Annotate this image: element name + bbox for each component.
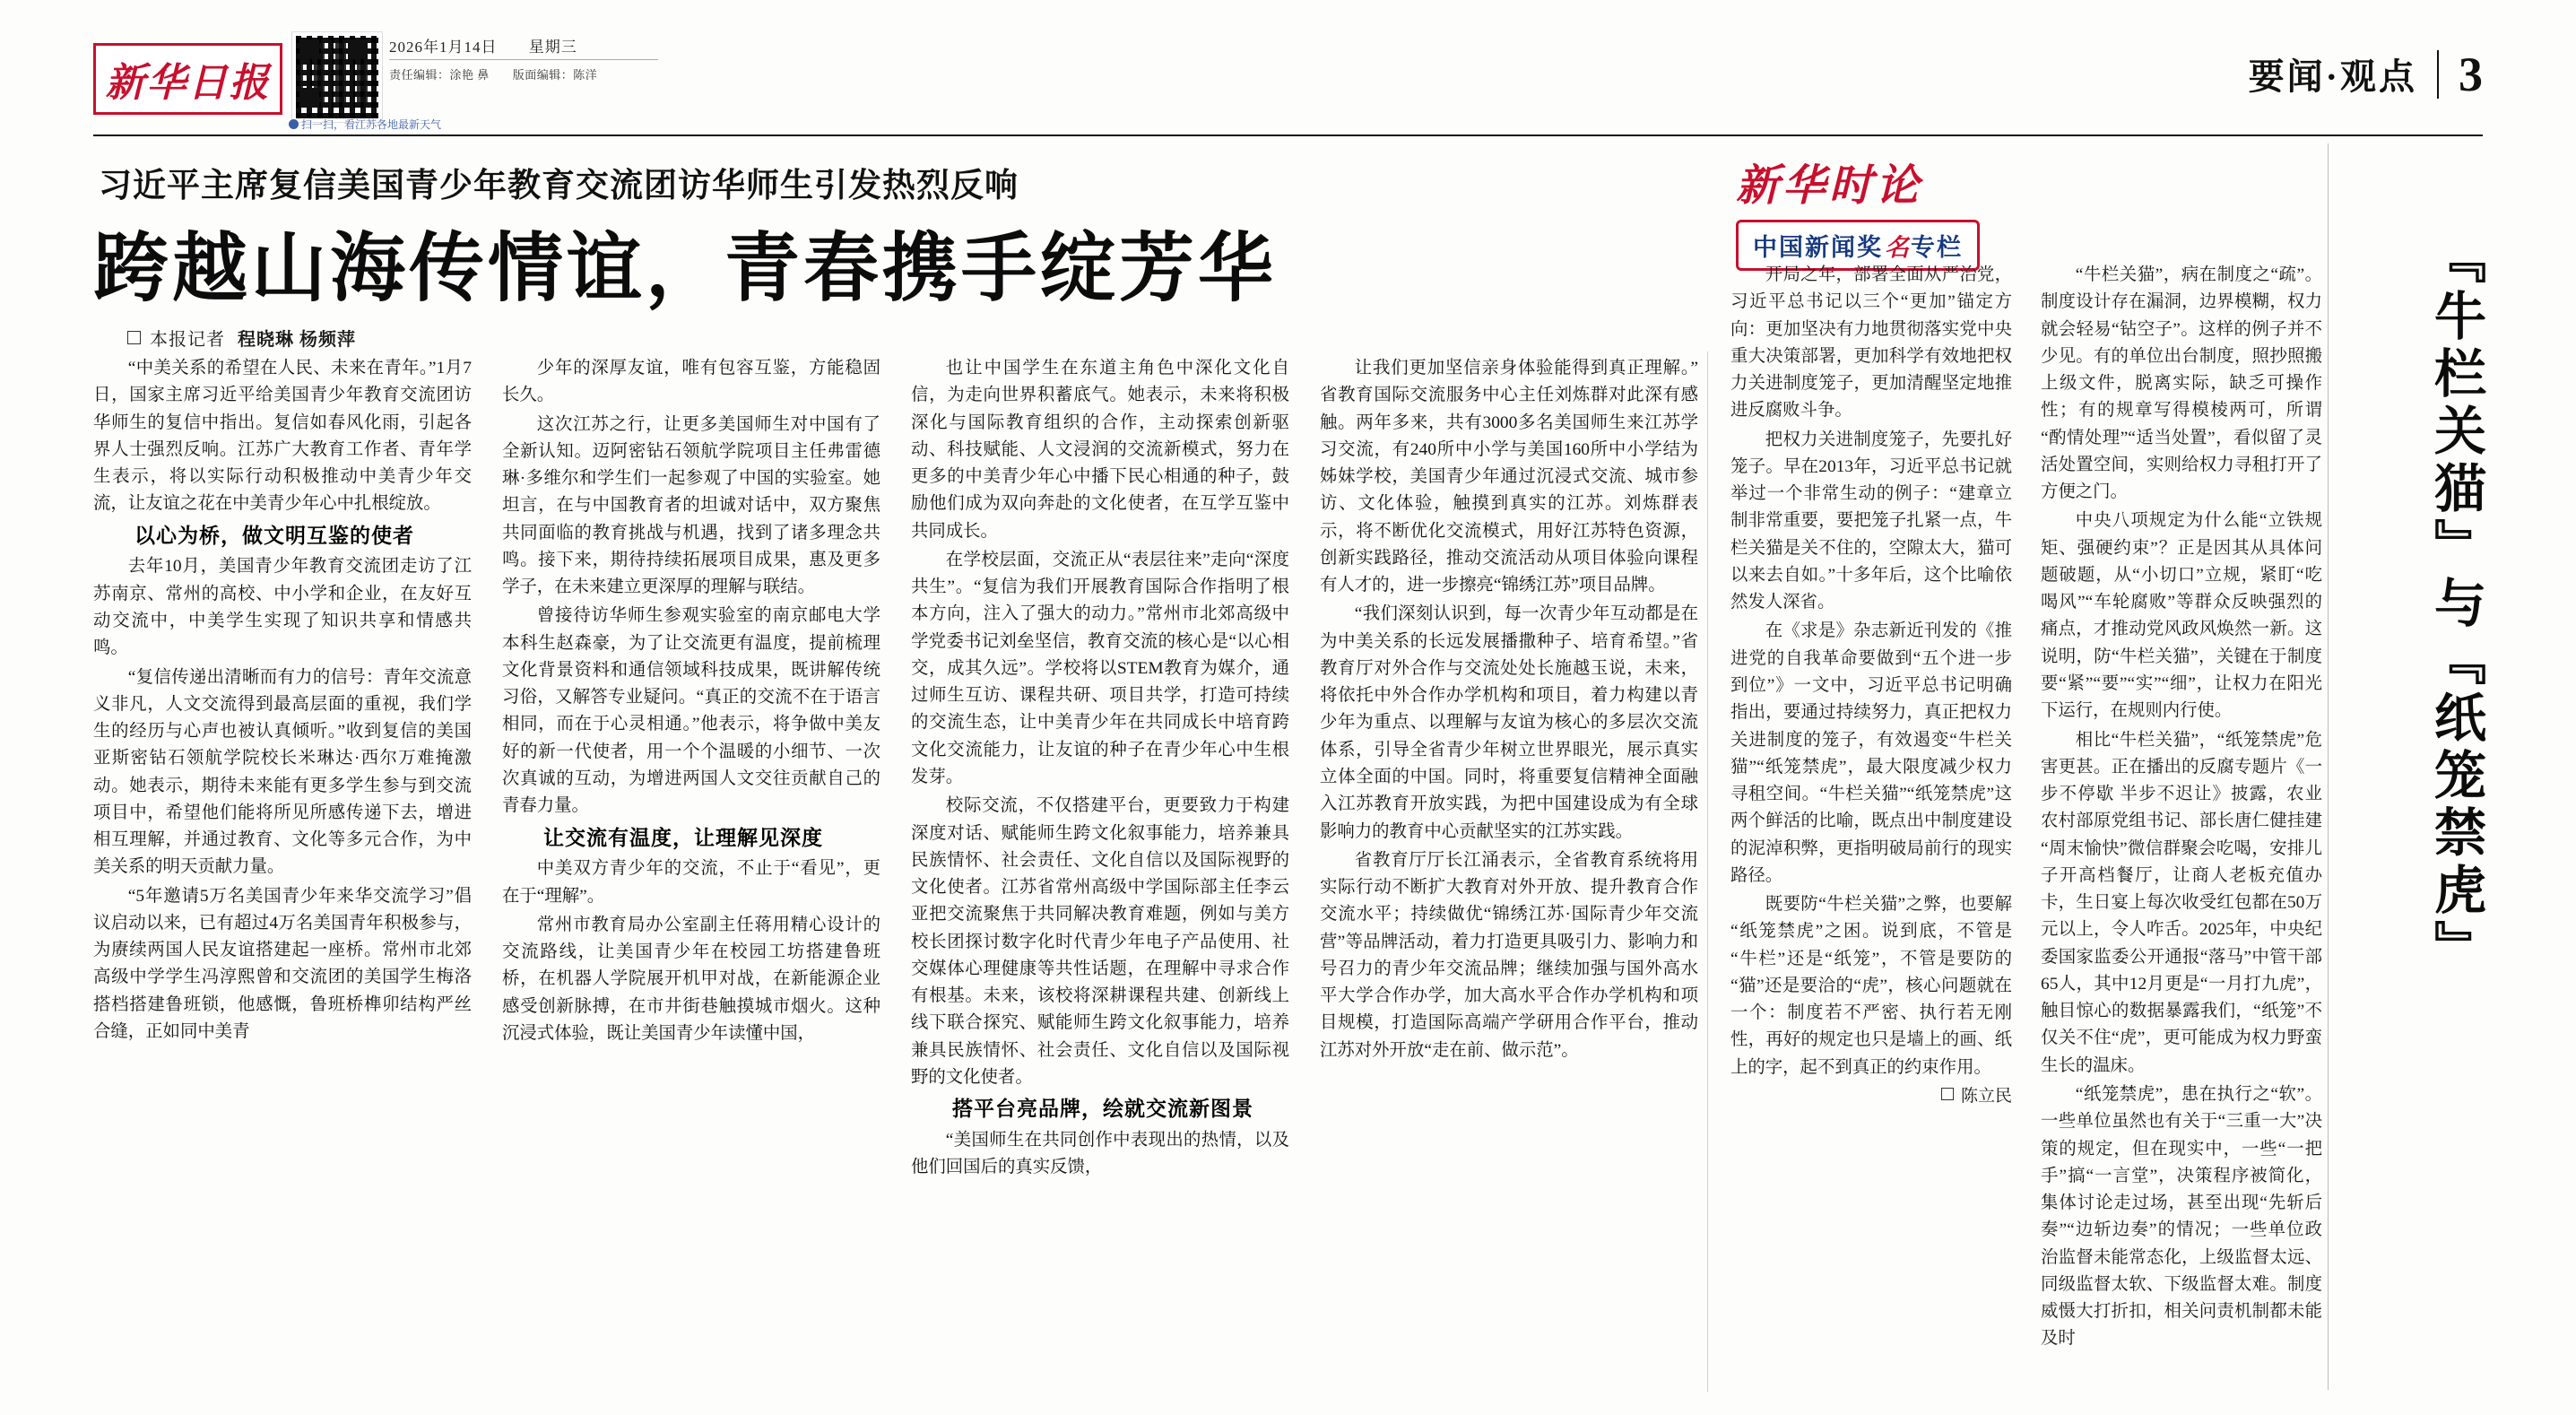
byline-names: 程晓琳 杨频萍 [238,330,356,350]
issue-info [389,34,658,82]
article-paragraph: 把权力关进制度笼子，先要扎好笼子。早在2013年，习近平总书记就举过一个非常生动的例子：“建章立制非常重要，要把笼子扎紧一点，牛栏关猫是关不住的，空隙太大，猫可以来去自如。”十多年后，这个比喻依然发人深省。 [1730,430,2012,612]
article-column-3 [911,355,1289,1386]
article-paragraph: 也让中国学生在东道主角色中深化文化自信，为走向世界积蓄底气。她表示，未来将积极深化与国际教育组织的合作，主动探索创新驱动、科技赋能、人文浸润的交流新模式，努力在更多的中美青少年心中播下民心相通的种子，鼓励他们成为双向奔赴的文化使者，在互学互鉴中共同成长。 [911,359,1289,541]
award-label-2: 名 [1885,234,1909,261]
byline-label: 本报记者 [150,330,225,350]
layout-label: 版面编辑： [512,68,574,82]
article-column-1 [93,355,472,1386]
article-paragraph: 相比“牛栏关猫”，“纸笼禁虎”危害更甚。正在播出的反腐专题片《一步不停歇 半步不迟让》披露，农业农村部原党组书记、部长唐仁健挂建“周末愉快”微信群聚会吃喝，安排儿子开高档餐厅，让商人老板充值办卡，生日宴上每次收受红包都在50万元以上，令人咋舌。2025年，中央纪委国家监委公开通报“落马”中管干部65人，其中12月更是“一月打九虎”，触目惊心的数据暴露我们，“纸笼”不仅关不住“虎”，更可能成为权力野蛮生长的温床。 [2041,730,2322,1075]
issue-credits [389,65,658,82]
article-paragraph: “我们深刻认识到，每一次青少年互动都是在为中美关系的长远发展播撒种子、培育希望。”省教育厅对外合作与交流处处长施越玉说，未来，将依托中外合作办学机构和项目，着力构建以青少年为重点、以理解与友谊为核心的多层次交流体系，引导全省青少年树立世界眼光，展示真实立体全面的中国。同时，将重要复信精神全面融入江苏教育开放实践，为把中国建设成为有全球影响力的教育中心贡献坚实的江苏实践。 [1320,604,1698,841]
masthead [93,27,2483,135]
header-divider [93,135,2483,136]
article-paragraph: “纸笼禁虎”，患在执行之“软”。一些单位虽然也有关于“三重一大”决策的规定，但在现实中，一些“一把手”搞“一言堂”，决策程序被简化，集体讨论走过场，甚至出现“先斩后奏”“边斩边奏”的情况；一些单位政治监督未能常态化，上级监督太远、同级监督太软、下级监督太难。制度威慑大打折扣，相关问责机制都未能及时 [2041,1084,2322,1349]
commentary-divider [2328,143,2329,1390]
byline-marker-icon [127,331,141,344]
article-paragraph: 在学校层面，交流正从“表层往来”走向“深度共生”。“复信为我们开展教育国际合作指明了根本方向，注入了强大的动力。”常州市北郊高级中学党委书记刘垒坚信，教育交流的核心是“以心相交，成其久远”。学校将以STEM教育为媒介，通过师生互访、课程共研、项目共学，打造可持续的交流生态，让中美青少年在共同成长中培育跨文化交流能力，让友谊的种子在青少年心中生根发芽。 [911,550,1289,786]
issue-date: 2026年1月14日 [389,39,498,56]
article-column-2 [502,355,880,1386]
section-header [2249,48,2483,100]
commentary-author [1730,1083,2012,1110]
article-paragraph: “5年邀请5万名美国青少年来华交流学习”倡议启动以来，已有超过4万名美国青年积极参与，为赓续两国人民友谊搭建起一座桥。常州市北郊高级中学学生冯淳熙曾和交流团的美国学生梅洛搭档搭建鲁班锁，他感慨，鲁班桥榫卯结构严丝合缝，正如同中美青 [93,886,472,1041]
article-paragraph: 在《求是》杂志新近刊发的《推进党的自我革命要做到“五个进一步到位”》一文中，习近平总书记明确指出，要通过持续努力，真正把权力关进制度的笼子，有效遏变“牛栏关猫”“纸笼禁虎”，最大限度减少权力寻租空间。“牛栏关猫”“纸笼禁虎”这两个鲜活的比喻，既点出中制度建设的泥淖积弊，更指明破局前行的现实路径。 [1730,621,2012,885]
issue-weekday: 星期三 [528,39,577,56]
article-paragraph: “复信传递出清晰而有力的信号：青年交流意义非凡，人文交流得到最高层面的重视，我们学生的经历与心声也被认真倾听。”收到复信的美国亚斯密钻石领航学院校长米琳达·西尔万难掩激动。她表示，期待未来能有更多学生参与到交流项目中，希望他们能将所见所感传递下去，增进相互理解，并通过教育、文化等多元合作，为中美关系的明天贡献力量。 [93,667,472,877]
article-paragraph: “美国师生在共同创作中表现出的热情，以及他们回国后的真实反馈， [911,1131,1289,1177]
article-paragraph: 曾接待访华师生参观实验室的南京邮电大学本科生赵森豪，为了让交流更有温度，提前梳理文化背景资料和通信领域科技成果，既讲解传统习俗，又解答专业疑问。“真正的交流不在于语言相同，而在于心灵相通。”他表示，将争做中美友好的新一代使者，用一个个温暖的小细节、一次次真诚的互动，为增进两国人文交往贡献自己的青春力量。 [502,606,880,816]
award-label-1: 中国新闻奖 [1753,234,1883,261]
commentary-logo [1736,151,2112,261]
commentary-author-name: 陈立民 [1960,1086,2012,1106]
newspaper-nameplate: 新华日报 [93,43,282,115]
article-columns [93,355,1698,1386]
article-paragraph: 去年10月，美国青少年教育交流团走访了江苏南京、常州的高校、中小学和企业，在友好互动交流中，中美学生实现了知识共享和情感共鸣。 [93,557,472,658]
article-paragraph: 校际交流，不仅搭建平台，更要致力于构建深度对话、赋能师生跨文化叙事能力，培养兼具民族情怀、社会责任、文化自信以及国际视野的文化使者。江苏省常州高级中学国际部主任李云亚把交流聚焦于共同解决教育难题，例如与美方校长团探讨数字化时代青少年电子产品使用、社交媒体心理健康等共性话题，在理解中寻求合作有根基。未来，该校将深耕课程共建、创新线上线下联合探究、赋能师生跨文化叙事能力，培养兼具民族情怀、社会责任、文化自信以及国际视野的文化使者。 [911,796,1289,1087]
article-subheading: 让交流有温度，让理解见深度 [543,826,823,849]
author-marker-icon [1941,1088,1954,1100]
article-paragraph: 常州市教育局办公室副主任蒋用精心设计的交流路线，让美国青少年在校园工坊搭建鲁班桥，在机器人学院展开机甲对战，在新能源企业感受创新脉搏，在市井街巷触摸城市烟火。这种沉浸式体验，既让美国青少年读懂中国， [502,915,880,1043]
column-divider [1707,352,1708,1392]
article-paragraph: “中美关系的希望在人民、未来在青年。”1月7日，国家主席习近平给美国青少年教育交流团访华师生的复信中指出。复信如春风化雨，引起各界人士强烈反响。江苏广大教育工作者、青年学生表示，将以实际行动积极推动中美青少年交流，让友谊之花在中美青少年心中扎根绽放。 [93,359,472,514]
commentary-column-2 [2041,262,2322,1387]
editor-name: 涂艳 鼻 [449,68,490,82]
qr-code-pattern [299,39,368,108]
article-subheading: 以心为桥，做文明互鉴的使者 [134,524,414,547]
editor-label: 责任编辑： [389,68,450,82]
article-paragraph: 少年的深厚友谊，唯有包容互鉴，方能稳固长久。 [502,359,880,405]
byline [127,325,356,351]
qr-caption-text: 扫一扫，看江苏各地最新天气 [301,118,442,131]
issue-date-row [389,34,658,60]
layout-name: 陈洋 [573,68,598,82]
section-title: 要闻·观点 [2248,56,2417,97]
article-paragraph: 这次江苏之行，让更多美国师生对中国有了全新认知。迈阿密钻石领航学院项目主任弗雷德琳·多维尔和学生们一起参观了中国的实验室。她坦言，在与中国教育者的坦诚对话中，双方聚焦共同面临的教育挑战与机遇，找到了诸多理念共鸣。接下来，期待持续拓展项目成果，惠及更多学子，在未来建立更深厚的理解与联结。 [502,414,880,597]
article-paragraph: 中美双方青少年的交流，不止于“看见”，更在于“理解”。 [502,859,880,906]
article-paragraph: 既要防“牛栏关猫”之弊，也要解“纸笼禁虎”之困。说到底，不管是“牛栏”还是“纸笼”，不管是要防的“猫”还是要洽的“虎”，核心问题就在一个：制度若不严密、执行若无刚性，再好的规定也只是墙上的画、纸上的字，起不到真正的约束作用。 [1730,895,2012,1077]
article-subheading: 搭平台亮品牌，绘就交流新图景 [952,1098,1253,1121]
qr-caption [289,117,441,132]
article-paragraph: 让我们更加坚信亲身体验能得到真正理解。”省教育国际交流服务中心主任刘炼群对此深有感触。两年多来，共有3000多名美国师生来江苏学习交流，有240所中小学与美国160所中小学结为姊妹学校，美国青少年通过沉浸式交流、城市参访、文化体验，触摸到真实的江苏。刘炼群表示，将不断优化交流模式，用好江苏特色资源，创新实践路径，推动交流活动从项目体验向课程有人才的，进一步擦亮“锦绣江苏”项目品牌。 [1320,359,1698,595]
commentary-vertical-title: 『牛栏关猫』与『纸笼禁虎』 [2426,231,2485,977]
article-paragraph: “牛栏关猫”，病在制度之“疏”。制度设计存在漏洞，边界模糊，权力就会轻易“钻空子”。这样的例子并不少见。有的单位出台制度，照抄照搬上级文件，脱离实际，缺乏可操作性；有的规章写得模棱两可，所谓“酌情处理”“适当处置”，看似留了灵活处置空间，实则给权力寻租打开了方便之门。 [2041,265,2322,502]
commentary-brand: 新华时论 [1736,162,1923,210]
shoulder-headline: 习近平主席复信美国青少年教育交流团访华师生引发热烈反响 [99,168,1019,204]
page-title: 跨越山海传情谊，青春携手绽芳华 [93,226,1278,310]
page-number: 3 [2437,50,2483,99]
commentary-columns [1730,262,2322,1387]
article-paragraph: 省教育厅厅长江涌表示，全省教育系统将用实际行动不断扩大教育对外开放、提升教育合作交流水平；持续做优“锦绣江苏·国际青少年交流营”等品牌活动，着力打造更具吸引力、影响力和号召力的青少年交流品牌；继续加强与国外高水平大学合作办学，加大高水平合作办学机构和项目规模，打造国际高端产学研用合作平台，推动江苏对外开放“走在前、做示范”。 [1320,850,1698,1060]
commentary-column-1 [1730,262,2012,1387]
award-label-3: 专栏 [1911,234,1963,261]
article-paragraph: 开局之年，部署全面从严治党，习近平总书记以三个“更加”锚定方向：更加坚决有力地贯彻落实党中央重大决策部署，更加科学有效地把权力关进制度笼子，更加清醒坚定地推进反腐败斗争。 [1730,265,2012,421]
article-paragraph: 中央八项规定为什么能“立铁规矩、强硬约束”？正是因其从具体问题破题，从“小切口”立规，紧盯“吃喝风”“车轮腐败”等群众反映强烈的痛点，才推动党风政风焕然一新。这说明，防“牛栏关猫”，关键在于制度要“紧”“要”“实”“细”，让权力在阳光下运行，在规则内行使。 [2041,511,2322,721]
article-column-4 [1320,355,1698,1386]
